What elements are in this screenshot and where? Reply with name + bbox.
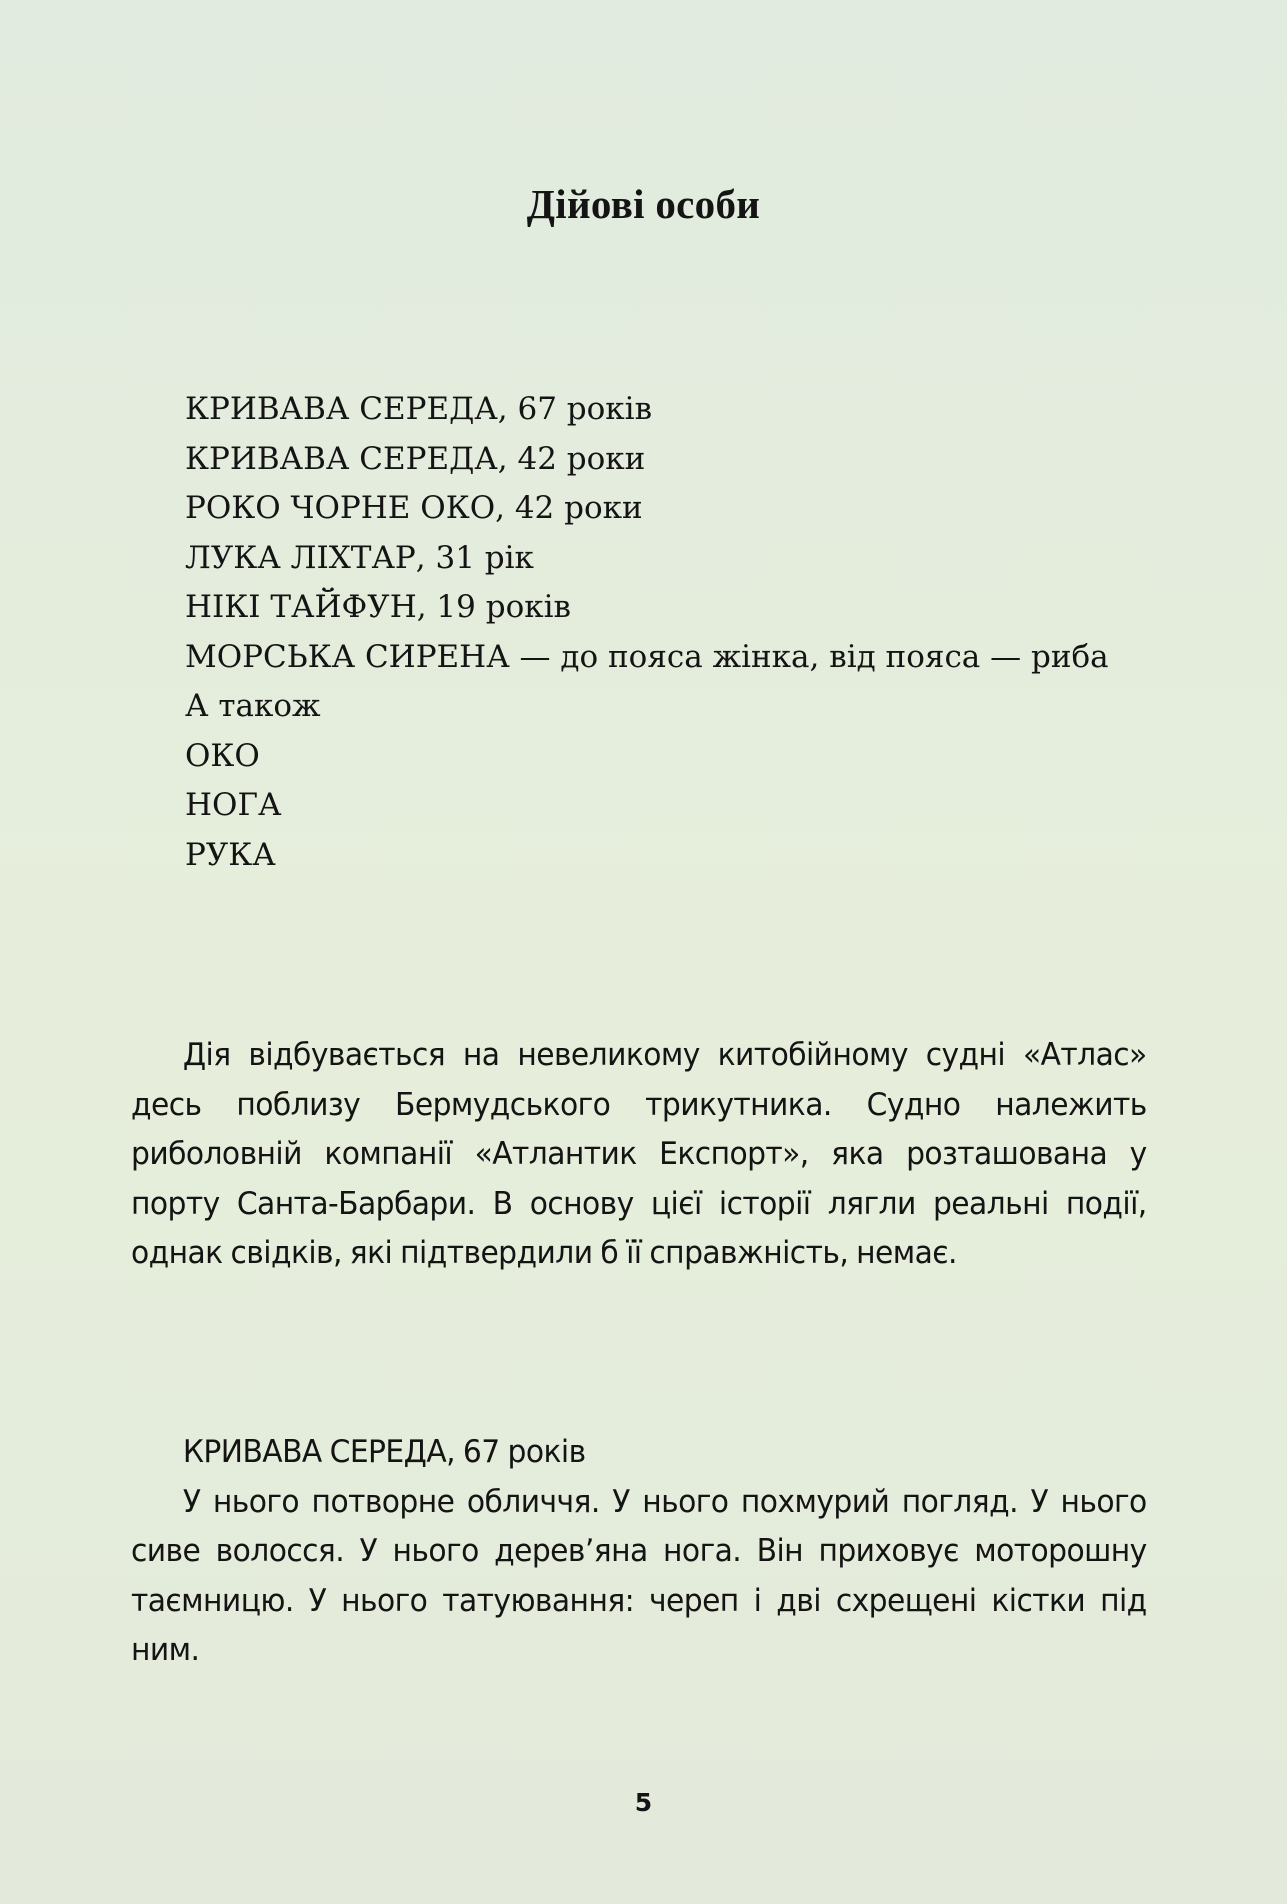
cast-item: РУКА [185,836,276,873]
cast-item: МОРСЬКА СИРЕНА — до пояса жінка, від пояса — риба [185,638,1109,675]
cast-item: ЛУКА ЛІХТАР, 31 рік [185,539,534,576]
character-bio-text: У нього потворне обличчя. У нього похмурий погляд. У нього сиве волосся. У нього дерев’яна нога. Він приховує моторошну таємницю. У нього татуювання: череп і дві схрещені кістки під ним. [131,1483,1147,1668]
cast-item: РОКО ЧОРНЕ ОКО, 42 роки [185,490,643,526]
page-title: Дійові особи [526,181,761,227]
page-number: 5 [634,1788,653,1817]
cast-item: ОКО [185,737,260,774]
cast-item: НОГА [185,787,282,823]
setting-paragraph [131,1031,1147,1279]
character-bio-heading: КРИВАВА СЕРЕДА, 67 років [182,1434,586,1470]
cast-item: А також [185,688,321,724]
cast-item: КРИВАВА СЕРЕДА, 67 років [185,391,653,427]
cast-item: НІКІ ТАЙФУН, 19 років [185,589,571,625]
setting-text: Дія відбувається на невеликому китобійному судні «Атлас» десь поблизу Бермудського трикутника. Судно належить риболовній компанії «Атлантик Експорт», яка розташована у порту Санта-Барбари. В основу цієї історії лягли реальні події, однак свідків, які підтвердили б її справжність, немає. [131,1037,1147,1271]
character-bio [131,1428,1147,1676]
cast-item: КРИВАВА СЕРЕДА, 42 роки [185,440,646,477]
cast-list [131,385,1151,880]
